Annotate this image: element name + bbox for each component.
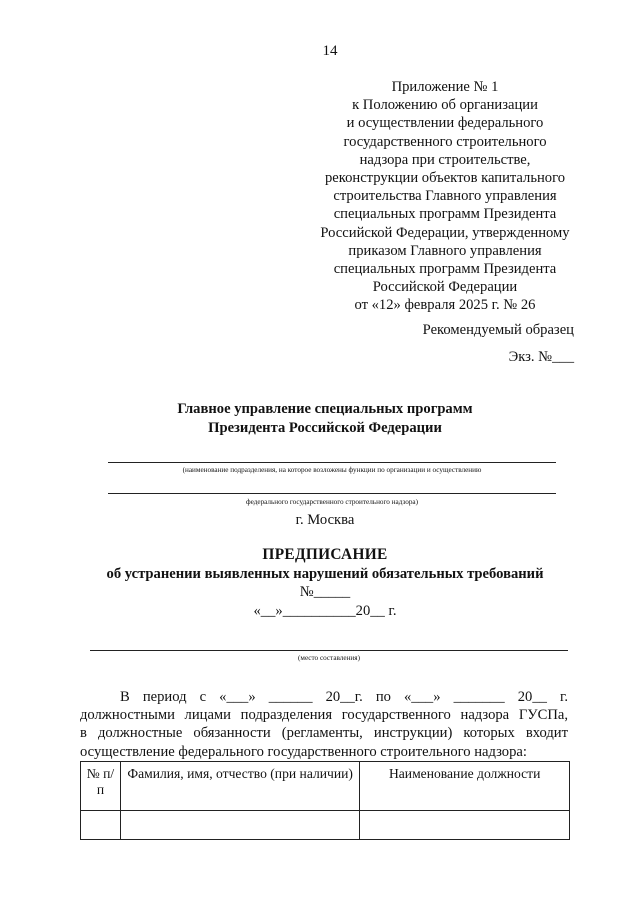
- organization-line-2: Президента Российской Федерации: [208, 420, 442, 436]
- document-date: «__»__________20__ г.: [253, 603, 397, 619]
- place-line: [90, 650, 568, 651]
- appendix-line: и осуществлении федерального: [346, 115, 544, 132]
- paragraph-line: в должностные обязанности (регламенты, инструкции) которых входит: [80, 725, 568, 742]
- inspection-paragraph: [80, 688, 568, 761]
- document-subtitle: об устранении выявленных нарушений обязательных требований: [106, 566, 544, 582]
- unit-name-line-2: [108, 493, 556, 494]
- appendix-line: Российской Федерации, утвержденному: [320, 224, 570, 241]
- place-caption: (место составления): [298, 654, 360, 662]
- unit-caption-2: федерального государственного строительного надзора): [245, 498, 419, 506]
- table-cell: [120, 811, 359, 840]
- appendix-line: к Положению об организации: [352, 97, 538, 114]
- paragraph-line: должностными лицами подразделения государственного надзора ГУСПа,: [80, 707, 568, 724]
- column-header-full-name: Фамилия, имя, отчество (при наличии): [120, 762, 359, 811]
- table-row: [81, 811, 570, 840]
- appendix-block: [292, 78, 598, 315]
- paragraph-line: осуществление федерального государственного строительного надзора:: [80, 743, 527, 760]
- table-header-row: [81, 762, 570, 811]
- organization-line-1: Главное управление специальных программ: [177, 401, 473, 417]
- organization-name: [0, 400, 640, 438]
- inspectors-table: [80, 761, 570, 840]
- city: г. Москва: [295, 512, 355, 528]
- sample-label: Рекомендуемый образец: [422, 322, 574, 338]
- appendix-line: специальных программ Президента: [333, 261, 557, 278]
- appendix-line: Приложение № 1: [391, 79, 499, 95]
- unit-name-line-1: [108, 462, 556, 463]
- appendix-line: надзора при строительстве,: [359, 151, 531, 168]
- appendix-line: от «12» февраля 2025 г. № 26: [354, 297, 536, 314]
- appendix-line: Российской Федерации: [372, 279, 518, 296]
- document-title: ПРЕДПИСАНИЕ: [262, 546, 388, 563]
- appendix-line: специальных программ Президента: [333, 206, 557, 223]
- appendix-line: приказом Главного управления: [348, 242, 542, 259]
- column-header-number: № п/п: [81, 762, 121, 811]
- appendix-line: реконструкции объектов капитального: [324, 170, 566, 187]
- unit-caption-1: (наименование подразделения, на которое возложены функции по организации и осуществлению: [182, 466, 482, 474]
- column-header-position: Наименование должности: [360, 762, 570, 811]
- appendix-line: строительства Главного управления: [333, 188, 557, 205]
- appendix-line: государственного строительного: [343, 133, 547, 150]
- page-number: 14: [322, 43, 338, 59]
- copy-number: Экз. №___: [508, 349, 574, 365]
- document-number: №_____: [299, 584, 351, 600]
- table-cell: [81, 811, 121, 840]
- paragraph-line: В период с «___» ______ 20__г. по «___» _______ 20__ г.: [120, 689, 568, 705]
- table-cell: [360, 811, 570, 840]
